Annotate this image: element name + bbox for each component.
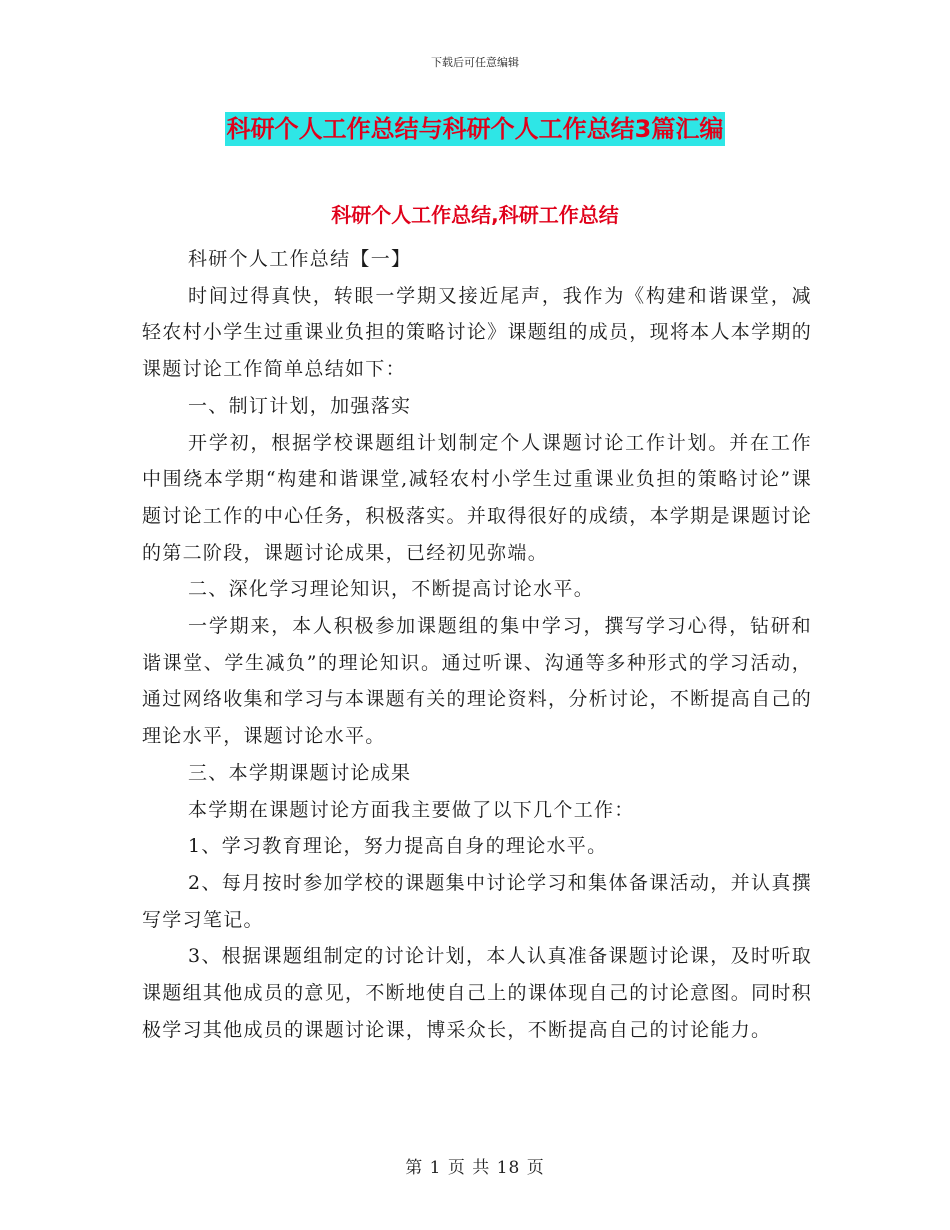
paragraph: 一学期来，本人积极参加课题组的集中学习，撰写学习心得，钻研和谐课堂、学生减负”的理论知识。通过听课、沟通等多种形式的学习活动，通过网络收集和学习与本课题有关的理论资料，分析讨论，不断提高自己的理论水平，课题讨论水平。 xyxy=(142,615,812,748)
paragraph: 2、每月按时参加学校的课题集中讨论学习和集体备课活动，并认真撰写学习笔记。 xyxy=(142,871,812,931)
paragraph: 科研个人工作总结【一】 xyxy=(188,248,412,270)
paragraph: 本学期在课题讨论方面我主要做了以下几个工作： xyxy=(188,798,635,821)
section-title: 科研个人工作总结,科研工作总结 xyxy=(331,203,619,227)
paragraph: 一、制订计划，加强落实 xyxy=(188,394,412,417)
paragraph: 二、深化学习理论知识，不断提高讨论水平。 xyxy=(188,578,595,601)
paragraph: 三、本学期课题讨论成果 xyxy=(188,761,412,784)
paragraph: 1、学习教育理论，努力提高自身的理论水平。 xyxy=(188,835,608,858)
paragraph: 时间过得真快，转眼一学期又接近尾声，我作为《构建和谐课堂，减轻农村小学生过重课业负担的策略讨论》课题组的成员，现将本人本学期的课题讨论工作简单总结如下： xyxy=(142,284,812,381)
paragraph: 3、根据课题组制定的讨论计划，本人认真准备课题讨论课，及时听取课题组其他成员的意见，不断地使自己上的课体现自己的讨论意图。同时积极学习其他成员的课题讨论课，博采众长，不断提高自己的讨论能力。 xyxy=(142,945,812,1041)
document-title: 科研个人工作总结与科研个人工作总结3篇汇编 xyxy=(225,112,726,146)
header-note: 下载后可任意编辑 xyxy=(431,56,519,69)
paragraph: 开学初，根据学校课题组计划制定个人课题讨论工作计划。并在工作中围绕本学期“构建和谐课堂,减轻农村小学生过重课业负担的策略讨论”课题讨论工作的中心任务，积极落实。并取得很好的成绩，本学期是课题讨论的第二阶段，课题讨论成果，已经初见弥端。 xyxy=(142,431,812,564)
body-text xyxy=(142,221,812,1048)
page-number: 第 1 页 共 18 页 xyxy=(405,1158,545,1178)
document-title-container xyxy=(0,112,950,146)
